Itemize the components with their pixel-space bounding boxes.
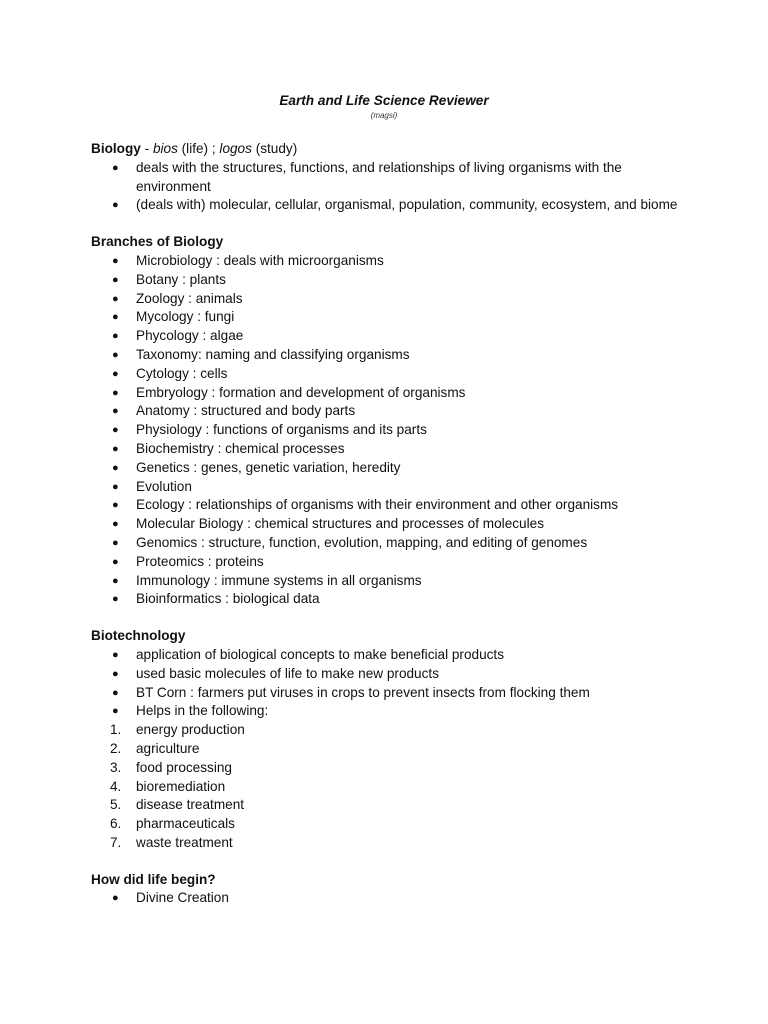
list-item: ● Zoology : animals <box>91 290 681 309</box>
biology-term: Biology <box>91 141 141 156</box>
bullet-icon: ● <box>112 555 119 568</box>
bullet-icon: ● <box>112 424 119 437</box>
numbered-item: 7. waste treatment <box>91 834 681 853</box>
item-number: 4. <box>110 778 122 794</box>
biotech-numbered-list <box>91 721 681 853</box>
bullet-icon: ● <box>112 499 119 512</box>
bullet-icon: ● <box>112 461 119 474</box>
logos-word: logos <box>219 141 252 156</box>
branches-heading: Branches of Biology <box>91 234 224 250</box>
document-body <box>91 140 681 908</box>
biology-definition <box>91 140 681 159</box>
bullet-icon: ● <box>112 254 119 267</box>
list-item: ● Molecular Biology : chemical structures and processes of molecules <box>91 515 681 534</box>
bullet-icon: ● <box>112 686 119 699</box>
list-item: ● Mycology : fungi <box>91 308 681 327</box>
bullet-icon: ● <box>112 574 119 587</box>
list-item: ● Immunology : immune systems in all organisms <box>91 572 681 591</box>
list-item: ● application of biological concepts to make beneficial products <box>91 646 681 665</box>
document-subtitle: (magsi) <box>370 111 398 120</box>
list-item: ● Divine Creation <box>91 889 681 908</box>
bullet-icon: ● <box>112 161 119 174</box>
list-item: ● used basic molecules of life to make new products <box>91 665 681 684</box>
bullet-icon: ● <box>112 199 119 212</box>
list-item: ● Helps in the following: <box>91 702 681 721</box>
bullet-icon: ● <box>112 330 119 343</box>
list-item: ● Taxonomy: naming and classifying organisms <box>91 346 681 365</box>
numbered-item: 1. energy production <box>91 721 681 740</box>
bullet-icon: ● <box>112 348 119 361</box>
item-number: 1. <box>110 722 122 738</box>
list-item: ● Genomics : structure, function, evolution, mapping, and editing of genomes <box>91 534 681 553</box>
bullet-icon: ● <box>112 405 119 418</box>
list-item: ● Microbiology : deals with microorganisms <box>91 252 681 271</box>
bullet-icon: ● <box>112 892 119 905</box>
list-item: ● Biochemistry : chemical processes <box>91 440 681 459</box>
logos-meaning: (study) <box>251 141 298 156</box>
list-item: ● Bioinformatics : biological data <box>91 590 681 609</box>
list-item: ● Genetics : genes, genetic variation, heredity <box>91 459 681 478</box>
bullet-icon: ● <box>112 367 119 380</box>
list-item: ● Botany : plants <box>91 271 681 290</box>
bios-meaning: (life) ; <box>177 141 220 156</box>
item-number: 3. <box>110 759 122 775</box>
numbered-item: 4. bioremediation <box>91 778 681 797</box>
biotech-bullets <box>91 646 681 721</box>
bullet-icon: ● <box>112 518 119 531</box>
bullet-icon: ● <box>112 648 119 661</box>
numbered-item: 3. food processing <box>91 759 681 778</box>
list-item: ● Cytology : cells <box>91 365 681 384</box>
origin-heading: How did life begin? <box>91 871 216 887</box>
biology-bullets <box>91 159 681 215</box>
item-number: 6. <box>110 816 122 832</box>
bullet-icon: ● <box>112 480 119 493</box>
bullet-icon: ● <box>112 593 119 606</box>
biology-dash: - <box>140 141 153 156</box>
item-number: 7. <box>110 834 122 850</box>
list-item: ● Proteomics : proteins <box>91 553 681 572</box>
list-item: ● Ecology : relationships of organisms with their environment and other organisms <box>91 496 681 515</box>
bullet-icon: ● <box>112 667 119 680</box>
numbered-item: 6. pharmaceuticals <box>91 815 681 834</box>
list-item: ● Physiology : functions of organisms and its parts <box>91 421 681 440</box>
list-item: ● deals with the structures, functions, and relationships of living organisms with the environment <box>112 159 622 194</box>
list-item: ● (deals with) molecular, cellular, organismal, population, community, ecosystem, and biome <box>91 196 681 215</box>
bullet-icon: ● <box>112 705 119 718</box>
bullet-icon: ● <box>112 536 119 549</box>
bullet-icon: ● <box>112 386 119 399</box>
biotech-heading: Biotechnology <box>91 628 186 644</box>
item-number: 2. <box>110 740 122 756</box>
list-item: ● Anatomy : structured and body parts <box>91 402 681 421</box>
list-item: ● Embryology : formation and development of organisms <box>91 384 681 403</box>
numbered-item: 5. disease treatment <box>91 796 681 815</box>
item-number: 5. <box>110 797 122 813</box>
numbered-item: 2. agriculture <box>91 740 681 759</box>
branches-list <box>91 252 681 609</box>
bullet-icon: ● <box>112 311 119 324</box>
origin-bullets <box>91 889 681 908</box>
bullet-icon: ● <box>112 292 119 305</box>
bullet-icon: ● <box>112 273 119 286</box>
document-title: Earth and Life Science Reviewer <box>279 93 489 108</box>
list-item: ● Phycology : algae <box>91 327 681 346</box>
bullet-icon: ● <box>112 442 119 455</box>
list-item: ● BT Corn : farmers put viruses in crops to prevent insects from flocking them <box>91 684 681 703</box>
bios-word: bios <box>152 141 178 156</box>
list-item: ● Evolution <box>91 478 681 497</box>
